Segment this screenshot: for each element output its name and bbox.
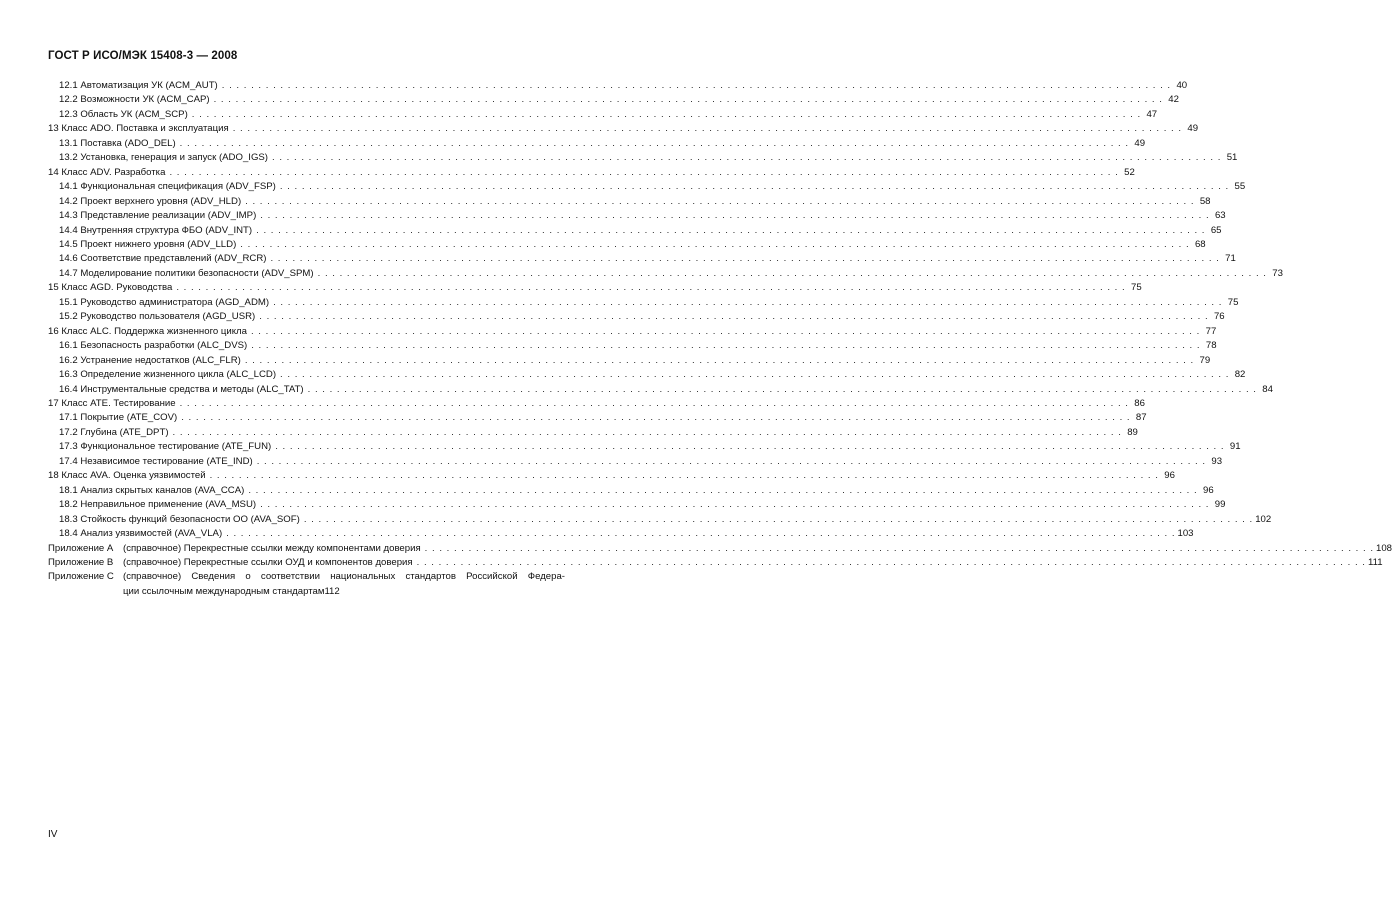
toc-entry-title: 16 Класс ALC. Поддержка жизненного цикла (48, 325, 247, 337)
toc-subsection (48, 354, 1211, 368)
leader-dots (425, 542, 1373, 556)
toc-entry-title: 14.4 Внутренняя структура ФБО (ADV_INT) (59, 224, 253, 236)
leader-dots (248, 484, 1196, 498)
page-number: 102 (1255, 513, 1272, 525)
toc-section (48, 166, 1135, 180)
page-number: 55 (1234, 181, 1246, 193)
toc-subsection (48, 79, 1188, 93)
appendix-label: Приложение А (48, 542, 114, 554)
toc-appendix-b (48, 556, 1383, 570)
leader-dots (226, 527, 1174, 541)
toc-appendix-a (48, 542, 1392, 556)
toc-entry-title: 12.2 Возможности УК (ACM_CAP) (59, 94, 210, 106)
toc-subsection (48, 426, 1138, 440)
toc-subsection (48, 455, 1223, 469)
toc-entry-title: 14.7 Моделирование политики безопасности (ADV_SPM) (59, 267, 314, 279)
toc-subsection (48, 267, 1283, 281)
toc-subsection (48, 527, 1194, 541)
toc-subsection (48, 513, 1272, 527)
leader-dots (169, 166, 1117, 180)
page-number: 79 (1199, 354, 1211, 366)
toc-entry-title: 14 Класс ADV. Разработка (48, 166, 166, 178)
page-number: 75 (1227, 296, 1239, 308)
toc-section (48, 397, 1145, 411)
leader-dots (417, 556, 1365, 570)
leader-dots (214, 93, 1162, 107)
page-number: 51 (1226, 152, 1238, 164)
leader-dots (304, 513, 1252, 527)
leader-dots (176, 281, 1124, 295)
appendix-title-line1: (справочное) Сведения о соответствии национальных стандартов Российской Федера- (123, 571, 565, 583)
toc-subsection (48, 310, 1225, 324)
page-number: 75 (1131, 282, 1142, 294)
leader-dots (251, 339, 1199, 353)
page-footer-number: IV (48, 829, 58, 840)
toc-subsection (48, 151, 1238, 165)
page-number: 112 (324, 585, 340, 597)
toc-entry-title: 15 Класс AGD. Руководства (48, 282, 173, 294)
page-number: 77 (1205, 325, 1217, 337)
toc-entry-title: 15.2 Руководство пользователя (AGD_USR) (59, 311, 256, 323)
page-number: 58 (1199, 195, 1211, 207)
page-number: 108 (1376, 542, 1392, 554)
page-number: 84 (1262, 383, 1273, 395)
toc-subsection (48, 296, 1239, 310)
toc-entry-title: 17.2 Глубина (ATE_DPT) (59, 426, 169, 438)
leader-dots (222, 79, 1170, 93)
page-number: 96 (1203, 484, 1214, 496)
toc-subsection (48, 137, 1146, 151)
leader-dots (272, 151, 1220, 165)
appendix-title: (справочное) Перекрестные ссылки между компонентами доверия (123, 542, 421, 554)
leader-dots (245, 195, 1193, 209)
leader-dots (280, 180, 1228, 194)
table-of-contents (48, 79, 1392, 599)
toc-section (48, 281, 1142, 295)
toc-entry-title: 14.3 Представление реализации (ADV_IMP) (59, 210, 257, 222)
page-number: 91 (1229, 441, 1241, 453)
toc-entry-title: 17 Класс ATE. Тестирование (48, 397, 176, 409)
page-number: 49 (1134, 137, 1146, 149)
toc-subsection (48, 224, 1222, 238)
appendix-title-line2: ции ссылочным международным стандартам (123, 585, 325, 597)
page-number: 63 (1214, 210, 1226, 222)
leader-dots (273, 296, 1221, 310)
page-number: 52 (1124, 166, 1135, 178)
toc-entry-title: 18.1 Анализ скрытых каналов (AVA_CCA) (59, 484, 245, 496)
toc-subsection (48, 368, 1246, 382)
toc-entry-title: 14.6 Соответствие представлений (ADV_RCR) (59, 253, 267, 265)
page-number: 73 (1272, 267, 1283, 279)
appendix-label: Приложение В (48, 556, 114, 568)
toc-subsection (48, 498, 1226, 512)
leader-dots (180, 397, 1128, 411)
toc-subsection (48, 484, 1214, 498)
leader-dots (192, 108, 1140, 122)
toc-entry-title: 14.2 Проект верхнего уровня (ADV_HLD) (59, 195, 242, 207)
toc-subsection (48, 411, 1147, 425)
toc-subsection (48, 93, 1179, 107)
toc-entry-title: 15.1 Руководство администратора (AGD_ADM) (59, 296, 270, 308)
page-number: 65 (1210, 224, 1222, 236)
page-number: 87 (1135, 412, 1147, 424)
toc-subsection (48, 195, 1211, 209)
toc-appendix-c (48, 570, 583, 599)
toc-entry-title: 17.3 Функциональное тестирование (ATE_FUN) (59, 441, 272, 453)
toc-subsection (48, 108, 1158, 122)
leader-dots (251, 325, 1199, 339)
toc-entry-title: 16.1 Безопасность разработки (ALC_DVS) (59, 340, 248, 352)
leader-dots (280, 368, 1228, 382)
toc-entry-title: 16.4 Инструментальные средства и методы (ALC_TAT) (59, 383, 304, 395)
leader-dots (245, 354, 1193, 368)
toc-section (48, 325, 1217, 339)
page-number: 96 (1164, 470, 1175, 482)
toc-entry-title: 18 Класс AVA. Оценка уязвимостей (48, 470, 206, 482)
toc-entry-title: 18.4 Анализ уязвимостей (AVA_VLA) (59, 528, 223, 540)
leader-dots (180, 137, 1128, 151)
leader-dots (173, 426, 1121, 440)
leader-dots (233, 122, 1181, 136)
toc-entry-title: 13 Класс ADO. Поставка и эксплуатация (48, 123, 229, 135)
toc-entry-title: 12.1 Автоматизация УК (ACM_AUT) (59, 80, 218, 91)
toc-entry-title: 14.5 Проект нижнего уровня (ADV_LLD) (59, 238, 237, 250)
page-number: 71 (1225, 253, 1236, 265)
toc-subsection (48, 383, 1273, 397)
leader-dots (318, 267, 1266, 281)
toc-subsection (48, 238, 1206, 252)
toc-entry-title: 18.2 Неправильное применение (AVA_MSU) (59, 499, 257, 511)
toc-subsection (48, 209, 1226, 223)
toc-entry-title: 16.3 Определение жизненного цикла (ALC_LCD) (59, 369, 277, 381)
leader-dots (256, 224, 1204, 238)
leader-dots (260, 498, 1208, 512)
appendix-label: Приложение С (48, 571, 114, 583)
toc-subsection (48, 180, 1246, 194)
page-number: 42 (1168, 94, 1179, 106)
page-number: 93 (1211, 455, 1223, 467)
page-number: 78 (1205, 340, 1217, 352)
toc-entry-title: 17.1 Покрытие (ATE_COV) (59, 412, 178, 424)
leader-dots (210, 469, 1158, 483)
page-number: 76 (1213, 311, 1225, 323)
toc-section (48, 469, 1175, 483)
page-number: 49 (1187, 123, 1199, 135)
toc-subsection (48, 440, 1241, 454)
page-number: 111 (1367, 556, 1383, 568)
leader-dots (181, 411, 1129, 425)
leader-dots (260, 209, 1208, 223)
page-number: 47 (1146, 108, 1158, 120)
page-number: 99 (1214, 499, 1226, 511)
leader-dots (308, 383, 1256, 397)
page-number: 103 (1177, 528, 1194, 540)
toc-entry-title: 18.3 Стойкость функций безопасности ОО (AVA_SOF) (59, 513, 300, 525)
appendix-title: (справочное) Перекрестные ссылки ОУД и компонентов доверия (123, 556, 413, 568)
toc-entry-title: 12.3 Область УК (ACM_SCP) (59, 108, 188, 120)
leader-dots (270, 252, 1218, 266)
toc-section (48, 122, 1199, 136)
leader-dots (275, 440, 1223, 454)
toc-entry-title: 13.2 Установка, генерация и запуск (ADO_IGS) (59, 152, 269, 164)
page-number: 68 (1194, 238, 1206, 250)
leader-dots (240, 238, 1188, 252)
leader-dots (257, 455, 1205, 469)
leader-dots (259, 310, 1207, 324)
document-header: ГОСТ Р ИСО/МЭК 15408-3 — 2008 (48, 50, 238, 62)
page-number: 86 (1134, 397, 1145, 409)
toc-entry-title: 14.1 Функциональная спецификация (ADV_FSP) (59, 181, 276, 193)
page-number: 89 (1127, 426, 1138, 438)
toc-subsection (48, 339, 1217, 353)
page-number: 40 (1176, 80, 1188, 91)
page-number: 82 (1234, 369, 1246, 381)
toc-entry-title: 16.2 Устранение недостатков (ALC_FLR) (59, 354, 241, 366)
toc-entry-title: 17.4 Независимое тестирование (ATE_IND) (59, 455, 253, 467)
toc-subsection (48, 252, 1236, 266)
toc-entry-title: 13.1 Поставка (ADO_DEL) (59, 137, 176, 149)
toc-entries (48, 79, 1283, 542)
